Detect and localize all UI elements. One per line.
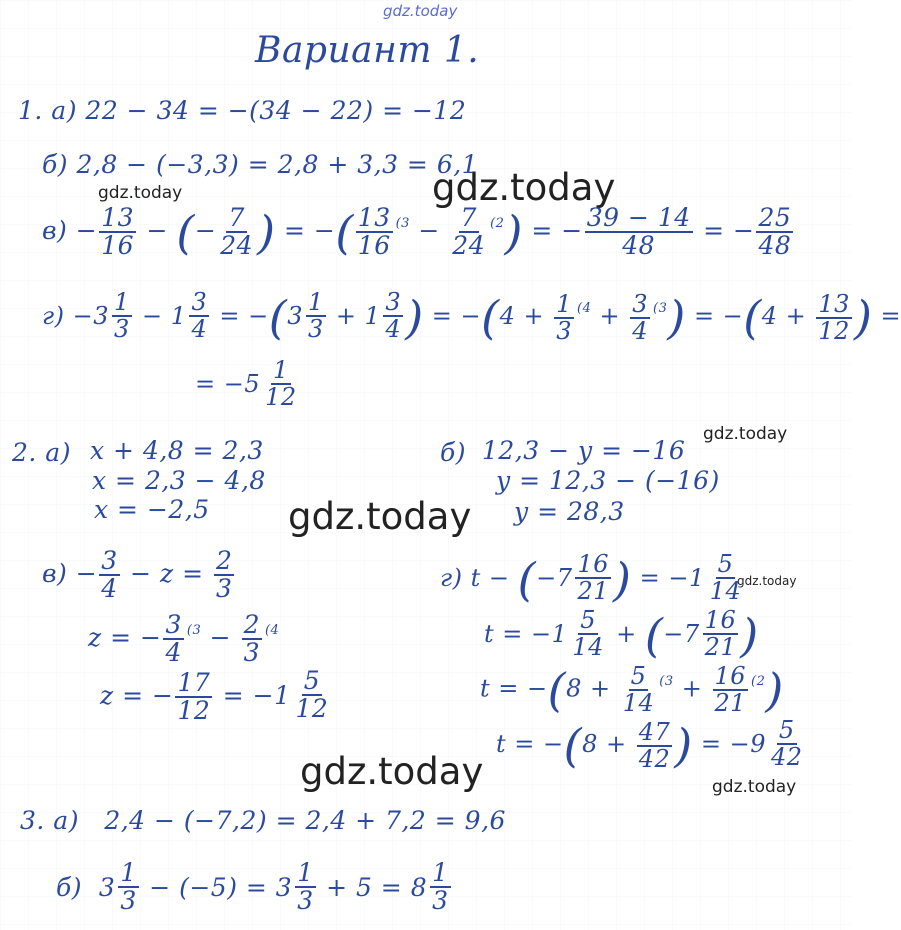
- mixed-number: 3 $\frac{1}{3}$: [98, 858, 137, 916]
- fraction: $\frac{7}{24}$: [452, 203, 486, 261]
- task2-b-label: б): [440, 438, 467, 467]
- task1-g: г) − 3 $\frac{1}{3}$ − 1 $\frac{3}{4}$ = −( 3 $\frac{1}{3}$ + 1 $\frac{3}{4}$ ) = −(4 + $\frac{1}{3}$ $^{(4}$ + $\frac{3}{4}$ $^{(3}$) = −(4 + $\frac{13}{12}$ ) =: [42, 288, 901, 345]
- fraction: $\frac{7}{24}$: [220, 203, 254, 261]
- page-title: Вариант 1.: [255, 30, 480, 71]
- fraction: $\frac{39 - 14}{48}$: [586, 203, 691, 261]
- fraction: $\frac{13}{16}$: [101, 203, 135, 261]
- fraction: $\frac{13}{16}$: [357, 203, 391, 261]
- task2-v-line1: в) − $\frac{3}{4}$ − z = $\frac{2}{3}$: [42, 546, 233, 604]
- mixed-number: 8 $\frac{1}{3}$: [410, 858, 449, 916]
- fraction: $\frac{3}{4}$: [165, 610, 182, 668]
- fraction: $\frac{1}{3}$: [556, 289, 573, 345]
- task2-g-line2: t = − 1 $\frac{5}{14}$ + (− 7 $\frac{16}{21}$ ): [484, 606, 759, 663]
- fraction: $\frac{25}{48}$: [758, 203, 792, 261]
- task1-b-label: б): [42, 150, 69, 179]
- mixed-number: 3 $\frac{1}{3}$: [275, 858, 314, 916]
- task2-b-line3: y = 28,3: [514, 497, 625, 526]
- fraction: $\frac{13}{12}$: [818, 289, 850, 345]
- mixed-number: 7 $\frac{16}{21}$: [556, 550, 610, 606]
- mixed-number: 3 $\frac{1}{3}$: [93, 288, 130, 344]
- task2-b-line1: 12,3 − y = −16: [482, 436, 686, 465]
- fraction: $\frac{3}{4}$: [632, 289, 649, 345]
- mixed-number: 1 $\frac{3}{4}$: [170, 288, 208, 344]
- task2-b-line2: y = 12,3 − (−16): [496, 466, 720, 495]
- watermark-mid-2: gdz.today: [288, 495, 472, 538]
- mixed-number: 9 $\frac{5}{42}$: [750, 716, 803, 772]
- task3-a: [20, 806, 506, 835]
- task2-g-line3: t = −(8 + $\frac{5}{14}$ $^{(3}$ + $\frac{16}{21}$ $^{(2}$): [480, 662, 784, 718]
- watermark-small-2: gdz.today: [703, 424, 788, 444]
- task3-b-label: б): [56, 872, 83, 902]
- watermark-mid-1: gdz.today: [432, 166, 616, 209]
- task1-a-expr: 22 − 34 = −(34 − 22) = −12: [85, 96, 467, 125]
- task2-a-line2: x = 2,3 − 4,8: [92, 466, 266, 495]
- watermark-tiny: gdz.today: [737, 574, 797, 588]
- task2-v-line3: z = − $\frac{17}{12}$ = − 1 $\frac{5}{12}$: [100, 668, 332, 725]
- fraction: $\frac{16}{21}$: [714, 662, 747, 718]
- fraction: $\frac{17}{12}$: [177, 668, 211, 726]
- fraction: $\frac{47}{42}$: [638, 717, 671, 773]
- task2-a-label: 2. а): [12, 438, 71, 467]
- mixed-number: 7 $\frac{16}{21}$: [683, 606, 737, 662]
- task2-a-line3: x = −2,5: [94, 495, 210, 524]
- task3-a-expr: 2,4 − (−7,2) = 2,4 + 7,2 = 9,6: [104, 806, 506, 835]
- fraction: $\frac{2}{3}$: [215, 546, 233, 604]
- task2-v-line2: z = − $\frac{3}{4}$ $^{(3}$ − $\frac{2}{3}$ $^{(4}$: [88, 610, 280, 668]
- mixed-number: 1 $\frac{5}{14}$: [688, 550, 742, 606]
- watermark-top: gdz.today: [383, 2, 458, 20]
- task1-b: [42, 150, 478, 179]
- task3-b: б) 3 $\frac{1}{3}$ − (−5) = 3 $\frac{1}{3}$ + 5 = 8 $\frac{1}{3}$: [56, 860, 453, 915]
- task1-v: в) − $\frac{13}{16}$ − (− $\frac{7}{24}$ ) = −( $\frac{13}{16}$ $^{(3}$ − $\frac{7}{24}$ $^{(2}$) = − $\frac{39 - 14}{48}$ = − $\frac{25}{48}$: [42, 203, 792, 261]
- task1-g-result: = − 5 $\frac{1}{12}$: [195, 358, 301, 410]
- mixed-number: 5 $\frac{1}{12}$: [244, 356, 297, 412]
- watermark-mid-3: gdz.today: [300, 750, 484, 793]
- task1-a-label: 1. а): [18, 96, 77, 125]
- mixed-number: 3 $\frac{1}{3}$: [287, 288, 324, 344]
- task1-v-label: в): [42, 215, 68, 245]
- watermark-small-1: gdz.today: [98, 183, 183, 203]
- task2-v-label: в): [42, 558, 68, 588]
- task1-g-label: г): [42, 302, 65, 331]
- fraction: $\frac{3}{4}$: [101, 546, 118, 604]
- fraction: $\frac{2}{3}$: [243, 610, 260, 668]
- task3-a-label: 3. а): [20, 806, 79, 835]
- mixed-number: 1 $\frac{3}{4}$: [364, 288, 402, 344]
- task2-a-line1: x + 4,8 = 2,3: [90, 436, 264, 465]
- task1-b-expr: 2,8 − (−3,3) = 2,8 + 3,3 = 6,1: [76, 150, 479, 179]
- task1-a: [18, 96, 466, 125]
- mixed-number: 1 $\frac{5}{12}$: [274, 666, 329, 724]
- watermark-small-3: gdz.today: [712, 777, 797, 797]
- fraction: $\frac{5}{14}$: [622, 662, 655, 718]
- mixed-number: 1 $\frac{5}{14}$: [551, 606, 604, 662]
- task2-g-line1: г) t − (− 7 $\frac{16}{21}$ ) = − 1 $\frac{5}{14}$: [440, 552, 745, 604]
- task2-g-line4: t = −(8 + $\frac{47}{42}$ ) = − 9 $\frac{5}{42}$: [496, 718, 807, 772]
- task2-g-label: г): [440, 564, 463, 593]
